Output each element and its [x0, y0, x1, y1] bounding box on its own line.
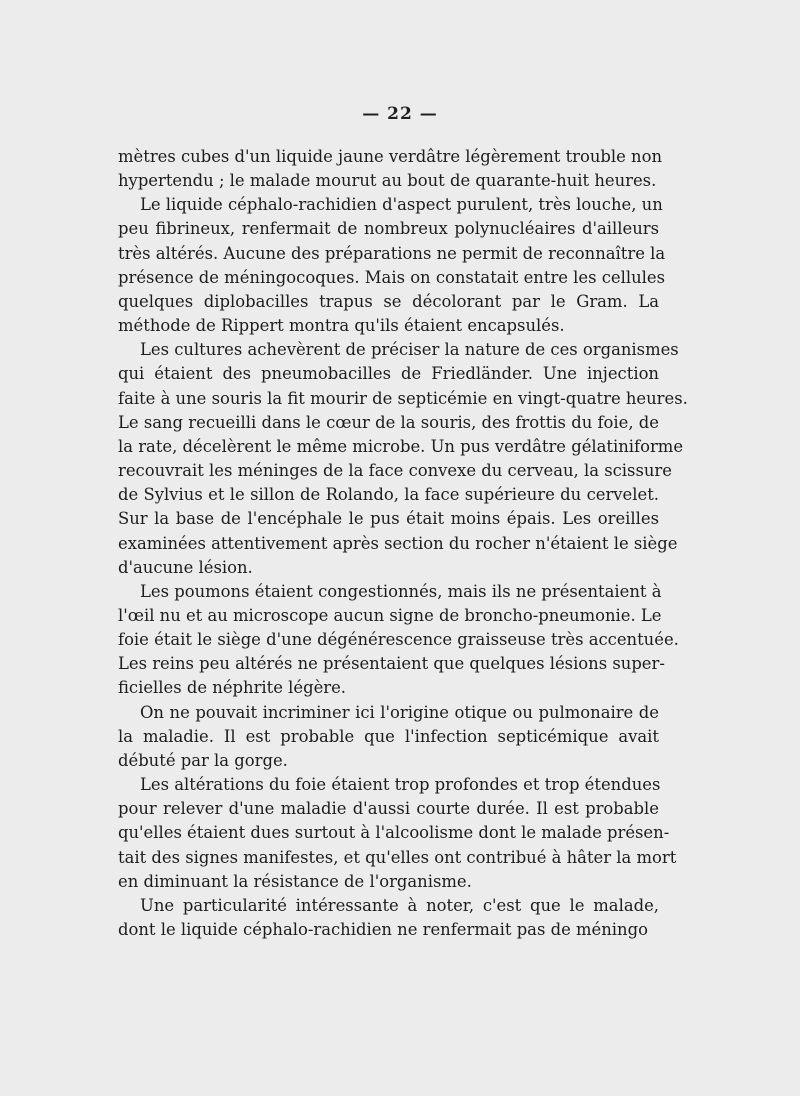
- text-line: recouvrait les méninges de la face convexe du cerveau, la scissure: [118, 461, 672, 481]
- text-line: Les altérations du foie étaient trop profondes et trop étendues: [140, 775, 661, 795]
- text-line: faite à une souris la fit mourir de septicémie en vingt-quatre heures.: [118, 388, 688, 408]
- text-line: qui étaient des pneumobacilles de Friedländer. Une injection: [118, 364, 659, 384]
- text-line: méthode de Rippert montra qu'ils étaient encapsulés.: [118, 316, 565, 336]
- text-line: Une particularité intéressante à noter, c'est que le malade,: [140, 895, 659, 915]
- text-line: Le liquide céphalo-rachidien d'aspect purulent, très louche, un: [140, 195, 663, 215]
- text-line: qu'elles étaient dues surtout à l'alcoolisme dont le malade présen-: [118, 823, 670, 843]
- text-line: quelques diplobacilles trapus se décolorant par le Gram. La: [118, 291, 659, 311]
- text-line: la rate, décelèrent le même microbe. Un pus verdâtre gélatiniforme: [118, 436, 684, 456]
- text-line: On ne pouvait incriminer ici l'origine otique ou pulmonaire de: [140, 702, 659, 722]
- text-line: ficielles de néphrite légère.: [118, 678, 347, 698]
- paragraph: [118, 773, 677, 894]
- paragraph: [118, 580, 679, 701]
- page-number: — 22 —: [362, 104, 438, 124]
- body-text: [118, 145, 688, 942]
- text-line: Les poumons étaient congestionnés, mais ils ne présentaient à: [140, 581, 662, 601]
- paragraph: [118, 145, 663, 193]
- paragraph: [118, 701, 659, 773]
- text-line: Sur la base de l'encéphale le pus était moins épais. Les oreilles: [118, 509, 659, 529]
- text-line: Les cultures achevèrent de préciser la nature de ces organismes: [140, 340, 679, 360]
- paragraph: [118, 338, 688, 580]
- paragraph: [118, 193, 666, 338]
- text-line: très altérés. Aucune des préparations ne permit de reconnaître la: [118, 243, 666, 263]
- text-line: peu fibrineux, renfermait de nombreux polynucléaires d'ailleurs: [118, 219, 659, 239]
- text-line: de Sylvius et le sillon de Rolando, la face supérieure du cervelet.: [118, 485, 659, 505]
- text-line: pour relever d'une maladie d'aussi courte durée. Il est probable: [118, 799, 659, 819]
- text-line: la maladie. Il est probable que l'infection septicémique avait: [118, 726, 659, 746]
- text-line: présence de méningocoques. Mais on constatait entre les cellules: [118, 267, 666, 287]
- paragraph: [118, 894, 659, 942]
- text-line: dont le liquide céphalo-rachidien ne renfermait pas de méningo: [118, 920, 648, 939]
- text-line: l'œil nu et au microscope aucun signe de broncho-pneumonie. Le: [118, 605, 662, 625]
- text-line: hypertendu ; le malade mourut au bout de quarante-huit heures.: [118, 171, 657, 191]
- text-line: en diminuant la résistance de l'organisme.: [118, 871, 472, 891]
- text-line: examinées attentivement après section du rocher n'étaient le siège: [118, 533, 678, 553]
- text-line: d'aucune lésion.: [118, 557, 253, 577]
- text-line: débuté par la gorge.: [118, 750, 288, 770]
- text-line: Les reins peu altérés ne présentaient que quelques lésions super-: [118, 654, 665, 674]
- text-line: mètres cubes d'un liquide jaune verdâtre légèrement trouble non: [118, 147, 663, 166]
- text-line: Le sang recueilli dans le cœur de la souris, des frottis du foie, de: [118, 412, 659, 432]
- text-line: foie était le siège d'une dégénérescence graisseuse très accentuée.: [118, 630, 679, 650]
- text-line: tait des signes manifestes, et qu'elles ont contribué à hâter la mort: [118, 847, 677, 867]
